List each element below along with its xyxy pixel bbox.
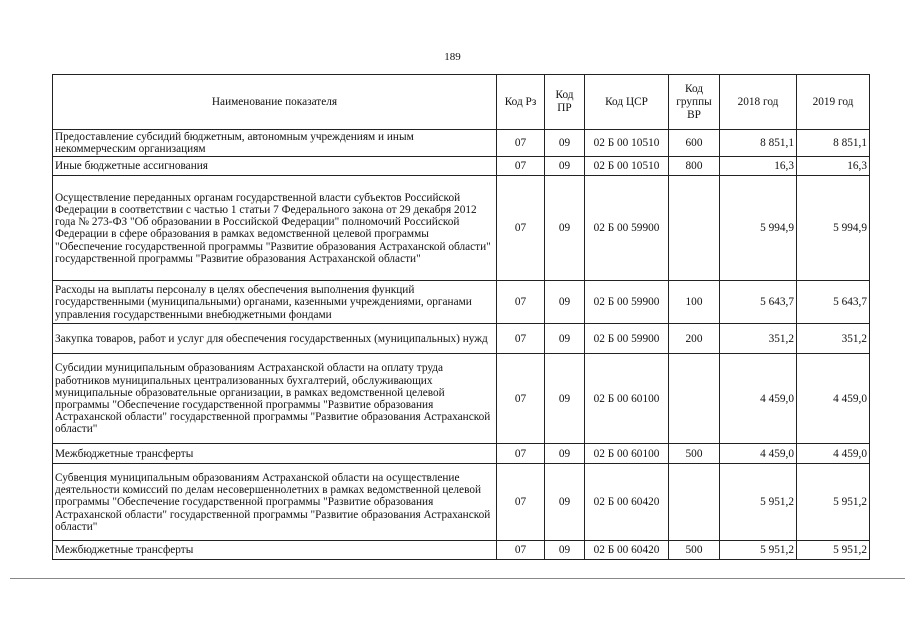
table-row [53,444,870,464]
row-pr: 09 [545,444,585,464]
row-2018: 5 951,2 [720,464,797,541]
row-pr: 09 [545,354,585,444]
row-2018: 4 459,0 [720,354,797,444]
row-pr: 09 [545,541,585,560]
row-csr: 02 Б 00 60420 [585,541,669,560]
row-vr [669,464,720,541]
table-row [53,157,870,176]
row-rz: 07 [497,464,545,541]
row-vr: 200 [669,324,720,354]
row-name: Субвенция муниципальным образованиям Астраханской области на осуществление деятельности комиссий по делам несовершеннолетних в рамках ведомственной целевой программы "Обеспечение государственной программы "Развитие образования Астраханской области" государственной программы "Развитие образования Астраханской области" [53,464,497,541]
table-row [53,130,870,157]
row-name: Расходы на выплаты персоналу в целях обеспечения выполнения функций государственными (муниципальными) органами, казенными учреждениями, органами управления государственными внебюджетными фондами [53,281,497,324]
table-row [53,541,870,560]
row-2019: 5 994,9 [797,176,870,281]
header-2019: 2019 год [797,75,870,130]
row-vr: 800 [669,157,720,176]
row-rz: 07 [497,444,545,464]
header-pr: Код ПР [545,75,585,130]
header-2018: 2018 год [720,75,797,130]
row-vr: 500 [669,444,720,464]
row-csr: 02 Б 00 10510 [585,130,669,157]
row-name: Иные бюджетные ассигнования [53,157,497,176]
row-rz: 07 [497,176,545,281]
row-csr: 02 Б 00 59900 [585,324,669,354]
header-name: Наименование показателя [53,75,497,130]
header-rz: Код Рз [497,75,545,130]
row-pr: 09 [545,281,585,324]
table-row [53,464,870,541]
row-pr: 09 [545,157,585,176]
row-name: Предоставление субсидий бюджетным, автономным учреждениям и иным некоммерческим организациям [53,130,497,157]
budget-table [52,74,870,560]
row-pr: 09 [545,464,585,541]
row-2019: 4 459,0 [797,444,870,464]
row-name: Субсидии муниципальным образованиям Астраханской области на оплату труда работников муниципальных централизованных бухгалтерий, обслуживающих муниципальные образовательные организации, в рамках ведомственной целевой программы "Обеспечение государственной программы "Развитие образования Астраханской области" государственной программы "Развитие образования Астраханской области" [53,354,497,444]
table-row [53,354,870,444]
row-csr: 02 Б 00 59900 [585,176,669,281]
row-vr [669,176,720,281]
row-2018: 4 459,0 [720,444,797,464]
row-2018: 16,3 [720,157,797,176]
row-rz: 07 [497,281,545,324]
bottom-rule [10,578,905,579]
row-2018: 351,2 [720,324,797,354]
row-2019: 5 951,2 [797,541,870,560]
table-header-row [53,75,870,130]
row-vr: 500 [669,541,720,560]
row-csr: 02 Б 00 60100 [585,444,669,464]
row-2019: 8 851,1 [797,130,870,157]
table-row [53,281,870,324]
row-name: Закупка товаров, работ и услуг для обеспечения государственных (муниципальных) нужд [53,324,497,354]
row-rz: 07 [497,130,545,157]
row-2018: 5 994,9 [720,176,797,281]
row-2019: 351,2 [797,324,870,354]
row-2018: 8 851,1 [720,130,797,157]
row-rz: 07 [497,157,545,176]
row-vr: 100 [669,281,720,324]
row-vr [669,354,720,444]
row-pr: 09 [545,324,585,354]
row-rz: 07 [497,354,545,444]
row-2019: 16,3 [797,157,870,176]
table-row [53,324,870,354]
row-csr: 02 Б 00 60100 [585,354,669,444]
header-csr: Код ЦСР [585,75,669,130]
row-name: Межбюджетные трансферты [53,541,497,560]
row-pr: 09 [545,130,585,157]
table-row [53,176,870,281]
row-csr: 02 Б 00 60420 [585,464,669,541]
row-2019: 4 459,0 [797,354,870,444]
row-csr: 02 Б 00 59900 [585,281,669,324]
row-name: Осуществление переданных органам государственной власти субъектов Российской Федерации в соответствии с частью 1 статьи 7 Федерального закона от 29 декабря 2012 года № 273-ФЗ "Об образовании в Российской Федерации" полномочий Российской Федерации в сфере образования в рамках ведомственной целевой программы "Обеспечение государственной программы "Развитие образования Астраханской области" государственной программы "Развитие образования Астраханской области" [53,176,497,281]
row-pr: 09 [545,176,585,281]
row-csr: 02 Б 00 10510 [585,157,669,176]
row-rz: 07 [497,324,545,354]
row-2019: 5 951,2 [797,464,870,541]
row-name: Межбюджетные трансферты [53,444,497,464]
row-rz: 07 [497,541,545,560]
row-2018: 5 951,2 [720,541,797,560]
row-vr: 600 [669,130,720,157]
row-2019: 5 643,7 [797,281,870,324]
row-2018: 5 643,7 [720,281,797,324]
page-number: 189 [444,51,461,63]
header-vr: Код группы ВР [669,75,720,130]
